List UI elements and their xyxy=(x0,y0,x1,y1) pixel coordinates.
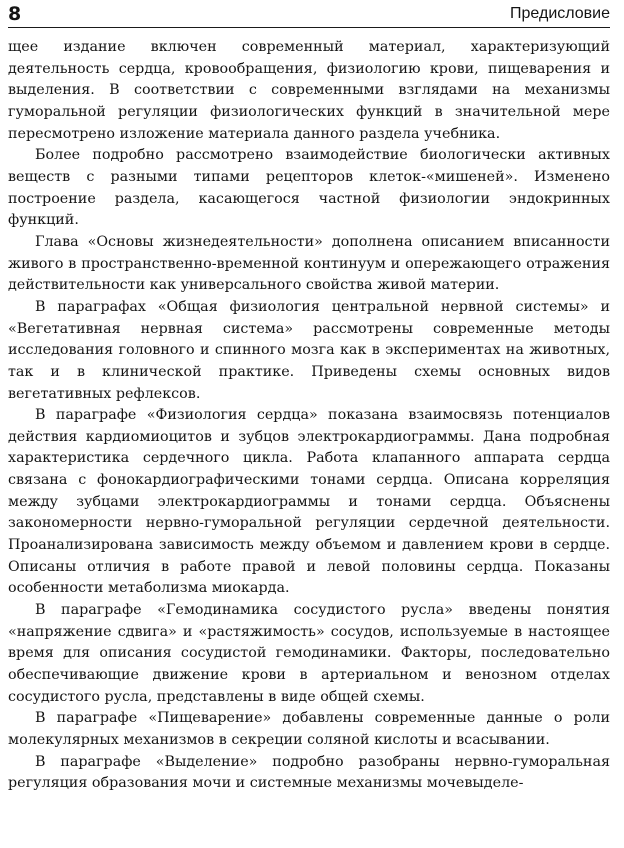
paragraph-digestion: В параграфе «Пищеварение» добавлены современные данные о роли молекулярных механизмов в секреции соляной кислоты и всасывании. xyxy=(8,710,610,748)
paragraph-continued: щее издание включен современный материал, характеризующий деятельность сердца, кровообращения, физиологию крови, пищеварения и выделения. В соответствии с современными взглядами на механизмы гуморальной регуляции физиологических функций в значительной мере пересмотрено изложение материала данного раздела учебника. xyxy=(8,39,610,142)
header-rule xyxy=(8,27,610,28)
paragraph-receptors: Более подробно рассмотрено взаимодействие биологически активных веществ с разными типами рецепторов клеток-«мишеней». Изменено построение раздела, касающегося частной физиологии эндокринных функций. xyxy=(8,147,610,229)
running-header xyxy=(8,2,610,28)
page-number: 8 xyxy=(8,3,22,25)
paragraph-excretion: В параграфе «Выделение» подробно разобраны нервно-гуморальная регуляция образования мочи и системные механизмы мочевыделе- xyxy=(8,753,610,792)
paragraph-hemodynamics: В параграфе «Гемодинамика сосудистого русла» введены понятия «напряжение сдвига» и «растяжимость» сосудов, используемые в настоящее время для описания сосудистой гемодинамики. Факторы, последовательно обеспечивающие движение крови в артериальном и венозном отделах сосудистого русла, представлены в виде общей схемы. xyxy=(8,602,610,705)
section-title: Предисловие xyxy=(510,5,610,22)
body-text xyxy=(8,37,610,795)
paragraph-life-basics: Глава «Основы жизнедеятельности» дополнена описанием вписанности живого в пространственно-временной континуум и опережающего отражения действительности как универсального свойства живой материи. xyxy=(8,233,610,294)
paragraph-nervous-system: В параграфах «Общая физиология центральной нервной системы» и «Вегетативная нервная система» рассмотрены современные методы исследования головного и спинного мозга как в экспериментах на животных, так и в клинической практике. Приведены схемы основных видов вегетативных рефлексов. xyxy=(8,298,610,402)
paragraph-heart-physiology: В параграфе «Физиология сердца» показана взаимосвязь потенциалов действия кардиомиоцитов и зубцов электрокардиограммы. Дана подробная характеристика сердечного цикла. Работа клапанного аппарата сердца связана с фонокардиографическими тонами сердца. Описана корреляция между зубцами электрокардиограммы и тонами сердца. Объяснены закономерности нервно-гуморальной регуляции сердечной деятельности. Проанализирована зависимость между объемом и давлением крови в сердце. Описаны отличия в работе правой и левой половины сердца. Показаны особенности метаболизма миокарда. xyxy=(8,407,610,597)
